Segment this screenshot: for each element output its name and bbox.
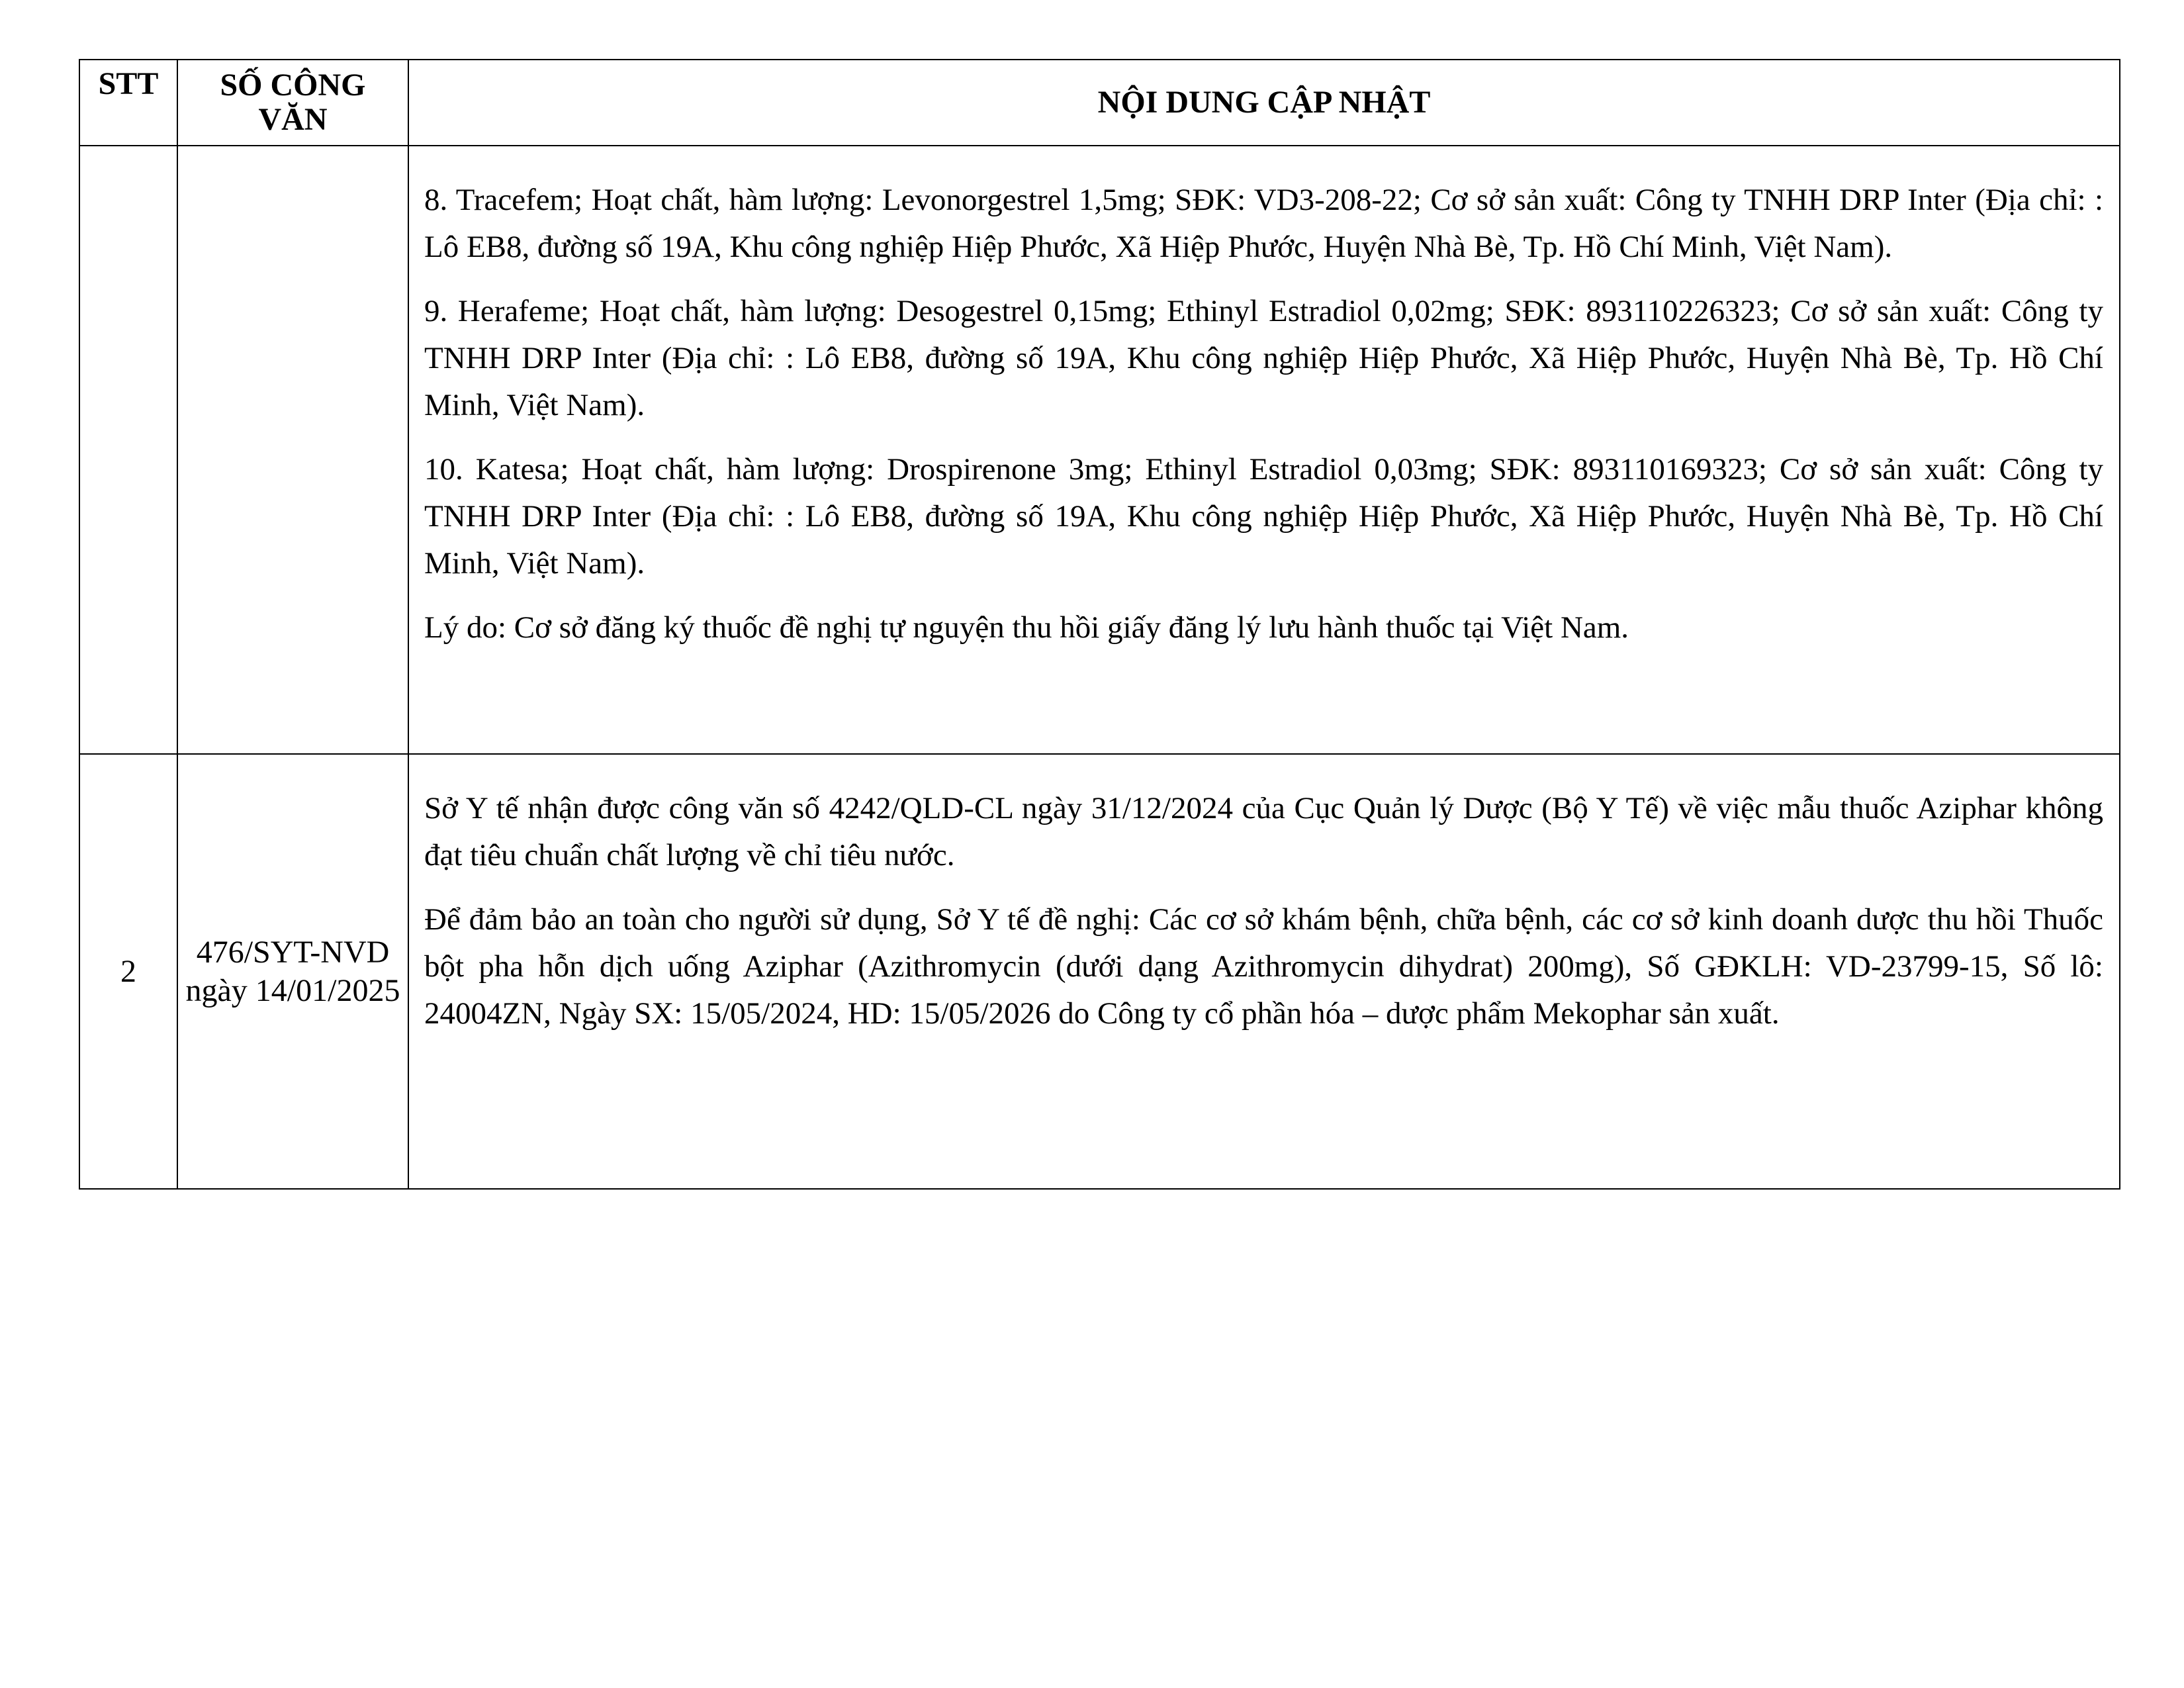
content-paragraph: 10. Katesa; Hoạt chất, hàm lượng: Drospirenone 3mg; Ethinyl Estradiol 0,03mg; SĐK: 893110169323; Cơ sở sản xuất: Công ty TNHH DRP Inter (Địa chỉ: : Lô EB8, đường số 19A, Khu công nghiệp Hiệp Phước, Xã Hiệp Phước, Huyện Nhà Bè, Tp. Hồ Chí Minh, Việt Nam). [424,452,2103,581]
content-paragraph: 9. Herafeme; Hoạt chất, hàm lượng: Desogestrel 0,15mg; Ethinyl Estradiol 0,02mg; SĐK: 893110226323; Cơ sở sản xuất: Công ty TNHH DRP Inter (Địa chỉ: : Lô EB8, đường số 19A, Khu công nghiệp Hiệp Phước, Xã Hiệp Phước, Huyện Nhà Bè, Tp. Hồ Chí Minh, Việt Nam). [424,294,2103,422]
content-paragraph: 8. Tracefem; Hoạt chất, hàm lượng: Levonorgestrel 1,5mg; SĐK: VD3-208-22; Cơ sở sản xuất: Công ty TNHH DRP Inter (Địa chỉ: : Lô EB8, đường số 19A, Khu công nghiệp Hiệp Phước, Xã Hiệp Phước, Huyện Nhà Bè, Tp. Hồ Chí Minh, Việt Nam). [424,183,2103,264]
row-content [408,754,2120,1189]
table-header-row [79,60,2120,146]
table-row [79,146,2120,754]
row-content [408,146,2120,754]
table-row [79,754,2120,1189]
header-noi-dung: NỘI DUNG CẬP NHẬT [408,60,2120,146]
row-so-cong-van [177,146,408,754]
header-so-cong-van: SỐ CÔNG VĂN [177,60,408,146]
row-stt [79,146,177,754]
row-so-cong-van: 476/SYT-NVD ngày 14/01/2025 [177,754,408,1189]
header-stt: STT [79,60,177,146]
row-stt: 2 [79,754,177,1189]
update-table [79,59,2120,1190]
content-paragraph: Lý do: Cơ sở đăng ký thuốc đề nghị tự nguyện thu hồi giấy đăng lý lưu hành thuốc tại Việt Nam. [424,610,1629,645]
content-paragraph: Để đảm bảo an toàn cho người sử dụng, Sở Y tế đề nghị: Các cơ sở khám bệnh, chữa bệnh, các cơ sở kinh doanh dược thu hồi Thuốc bột pha hỗn dịch uống Aziphar (Azithromycin (dưới dạng Azithromycin dihydrat) 200mg), Số GĐKLH: VD-23799-15, Số lô: 24004ZN, Ngày SX: 15/05/2024, HD: 15/05/2026 do Công ty cổ phần hóa – dược phẩm Mekophar sản xuất. [424,902,2103,1031]
content-paragraph: Sở Y tế nhận được công văn số 4242/QLD-CL ngày 31/12/2024 của Cục Quản lý Dược (Bộ Y Tế) về việc mẫu thuốc Aziphar không đạt tiêu chuẩn chất lượng về chỉ tiêu nước. [424,791,2103,872]
